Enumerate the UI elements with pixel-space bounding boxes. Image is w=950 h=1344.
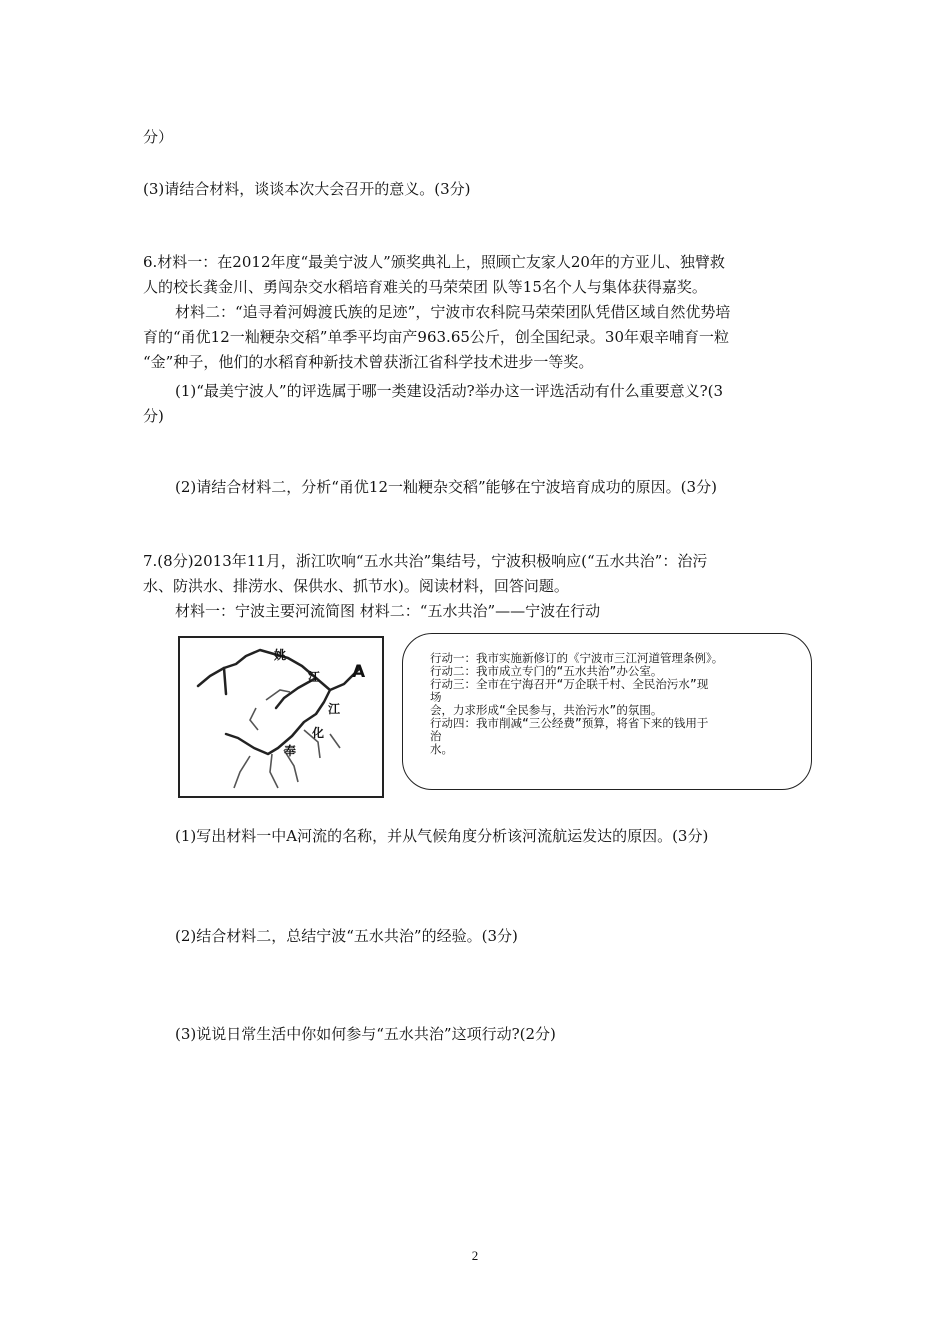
page-number: 2	[471, 1248, 479, 1263]
map-label-a: A	[352, 662, 366, 682]
action-line: 治	[430, 729, 442, 743]
text-line: “金”种子，他们的水稻育种新技术曾获浙江省科学技术进步一等奖。	[143, 353, 594, 371]
map-label-hua: 化	[312, 726, 325, 740]
map-label-feng: 奉	[284, 744, 297, 758]
map-label-jiang: 江	[308, 670, 321, 684]
text-line: 育的“甬优12一籼粳杂交稻”单季平均亩产963.65公斤，创全国纪录。30年艰辛哺育一粒	[143, 328, 729, 346]
map-label-jiang-2: 江	[328, 702, 341, 716]
action-line: 水。	[430, 742, 453, 756]
question-7-3: (3)说说日常生活中你如何参与“五水共治”这项行动?(2分)	[175, 1025, 556, 1043]
material-captions: 材料一：宁波主要河流简图 材料二：“五水共治”——宁波在行动	[175, 602, 601, 620]
action-line: 场	[430, 690, 442, 704]
question-6-material-2: 材料二：“追寻着河姆渡氏族的足迹”，宁波市农科院马荣荣团队凭借区域自然优势培	[175, 303, 731, 321]
action-line: 会，力求形成“全民参与，共治污水”的氛围。	[430, 703, 663, 717]
text-line: 人的校长龚金川、勇闯杂交水稻培育难关的马荣荣团 队等15名个人与集体获得嘉奖。	[143, 278, 707, 296]
river-map	[178, 636, 384, 798]
text-line: 分)	[143, 407, 164, 425]
question-7-1: (1)写出材料一中A河流的名称，并从气候角度分析该河流航运发达的原因。(3分)	[175, 827, 709, 845]
action-line: 行动一：我市实施新修订的《宁波市三江河道管理条例》。	[430, 651, 724, 665]
question-7-2: (2)结合材料二，总结宁波“五水共治”的经验。(3分)	[175, 927, 518, 945]
question-5-3: (3)请结合材料，谈谈本次大会召开的意义。(3分)	[143, 180, 471, 198]
text-line: 水、防洪水、排涝水、保供水、抓节水)。阅读材料，回答问题。	[143, 577, 569, 595]
question-6-material-1: 6.材料一：在2012年度“最美宁波人”颁奖典礼上，照顾亡友家人20年的方亚儿、独臂救	[143, 253, 725, 271]
question-6-2: (2)请结合材料二，分析“甬优12一籼粳杂交稻”能够在宁波培育成功的原因。(3分)	[175, 478, 717, 496]
action-line: 行动二：我市成立专门的“五水共治”办公室。	[430, 664, 663, 678]
question-6-1: (1)“最美宁波人”的评选属于哪一类建设活动?举办这一评选活动有什么重要意义?(3	[175, 382, 724, 400]
question-7-intro: 7.(8分)2013年11月，浙江吹响“五水共治”集结号，宁波积极响应(“五水共治”：治污	[143, 552, 708, 570]
action-line: 行动四：我市削减“三公经费”预算，将省下来的钱用于	[430, 716, 709, 730]
text-line: 分）	[143, 128, 174, 146]
action-line: 行动三：全市在宁海召开“万企联千村、全民治污水”现	[430, 677, 709, 691]
map-label-yao: 姚	[274, 648, 287, 662]
